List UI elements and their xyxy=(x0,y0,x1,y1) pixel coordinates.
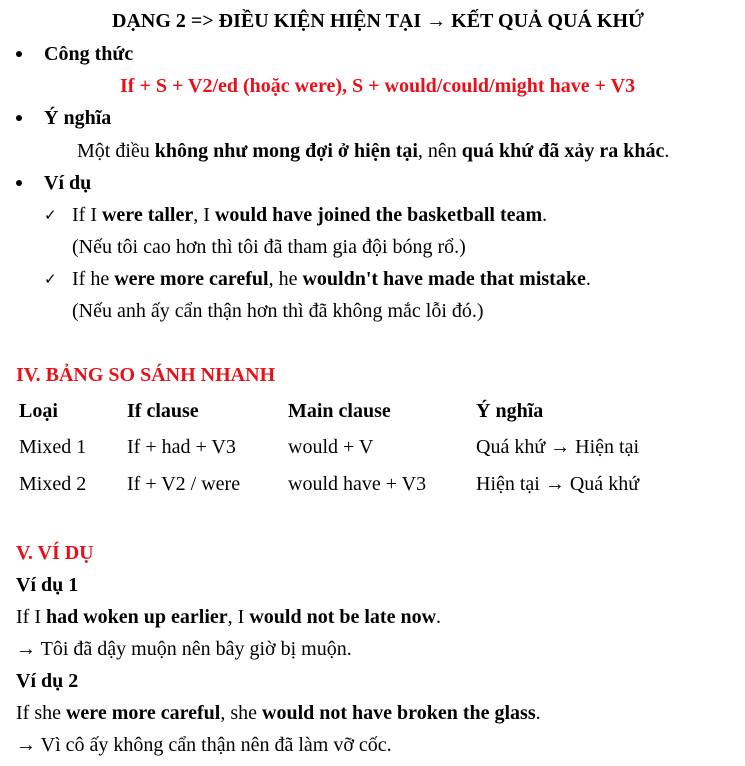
y-nghia-text xyxy=(77,138,669,164)
text-run-bold: would not be late now xyxy=(249,606,437,628)
table-header: If clause xyxy=(127,400,199,422)
checkmark-icon: ✓ xyxy=(44,270,57,288)
text-run: Một điều xyxy=(77,140,155,162)
text-run: . xyxy=(535,702,541,724)
example-translation: → Tôi đã dậy muộn nên bây giờ bị muộn. xyxy=(16,638,352,660)
text-run-bold: had woken up earlier xyxy=(45,606,228,628)
text-run-bold: were more careful xyxy=(114,268,269,290)
cong-thuc-label: Công thức xyxy=(44,43,134,65)
section-4-title: IV. BẢNG SO SÁNH NHANH xyxy=(16,364,276,386)
bullet-icon xyxy=(16,115,22,121)
table-cell: If + had + V3 xyxy=(127,436,236,458)
text-run-bold: wouldn't have made that mistake xyxy=(302,268,586,290)
table-cell: If + V2 / were xyxy=(127,473,241,495)
table-cell: would have + V3 xyxy=(288,473,427,495)
text-run: , she xyxy=(220,702,263,724)
table-header: Ý nghĩa xyxy=(476,400,544,422)
text-run-bold: would not have broken the glass xyxy=(262,702,536,724)
y-nghia-label: Ý nghĩa xyxy=(44,107,112,129)
table-header: Main clause xyxy=(288,400,391,422)
text-run: , nên xyxy=(417,140,462,162)
text-run-bold: were more careful xyxy=(65,702,221,724)
text-run: If he xyxy=(72,268,115,290)
text-run-bold: were taller xyxy=(101,204,194,226)
vi-du-label: Ví dụ xyxy=(44,172,92,194)
example-label: Ví dụ 1 xyxy=(16,574,79,596)
text-run: If I xyxy=(16,606,46,628)
text-run-bold: không như mong đợi ở hiện tại xyxy=(154,140,418,162)
text-run: . xyxy=(542,204,548,226)
table-cell: Hiện tại → Quá khứ xyxy=(476,473,640,495)
formula: If + S + V2/ed (hoặc were), S + would/could/might have + V3 xyxy=(120,75,636,97)
example-2-translation: (Nếu anh ấy cẩn thận hơn thì đã không mắc lỗi đó.) xyxy=(72,300,484,322)
table-cell: would + V xyxy=(288,436,374,458)
text-run-bold: would have joined the basketball team xyxy=(214,204,543,226)
table-cell: Quá khứ → Hiện tại xyxy=(476,436,640,458)
table-cell: Mixed 1 xyxy=(19,436,87,458)
text-run-bold: quá khứ đã xảy ra khác xyxy=(461,140,665,162)
example-sentence xyxy=(16,604,441,630)
bullet-icon xyxy=(16,180,22,186)
section-5-title: V. VÍ DỤ xyxy=(16,542,94,564)
example-1-translation: (Nếu tôi cao hơn thì tôi đã tham gia đội bóng rổ.) xyxy=(72,236,466,258)
table-cell: Mixed 2 xyxy=(19,473,87,495)
text-run: , I xyxy=(193,204,215,226)
example-2-sentence xyxy=(72,266,591,292)
text-run: . xyxy=(664,140,670,162)
example-sentence xyxy=(16,700,541,726)
text-run: If she xyxy=(16,702,66,724)
bullet-icon xyxy=(16,51,22,57)
text-run: If I xyxy=(72,204,102,226)
example-translation: → Vì cô ấy không cẩn thận nên đã làm vỡ cốc. xyxy=(16,734,392,756)
text-run: , he xyxy=(268,268,303,290)
checkmark-icon: ✓ xyxy=(44,206,57,224)
text-run: , I xyxy=(227,606,250,628)
text-run: . xyxy=(436,606,442,628)
example-label: Ví dụ 2 xyxy=(16,670,79,692)
table-header: Loại xyxy=(19,400,58,422)
section-heading: DẠNG 2 => ĐIỀU KIỆN HIỆN TẠI → KẾT QUẢ QUÁ KHỨ xyxy=(112,10,644,32)
example-1-sentence xyxy=(72,202,547,228)
text-run: . xyxy=(585,268,591,290)
